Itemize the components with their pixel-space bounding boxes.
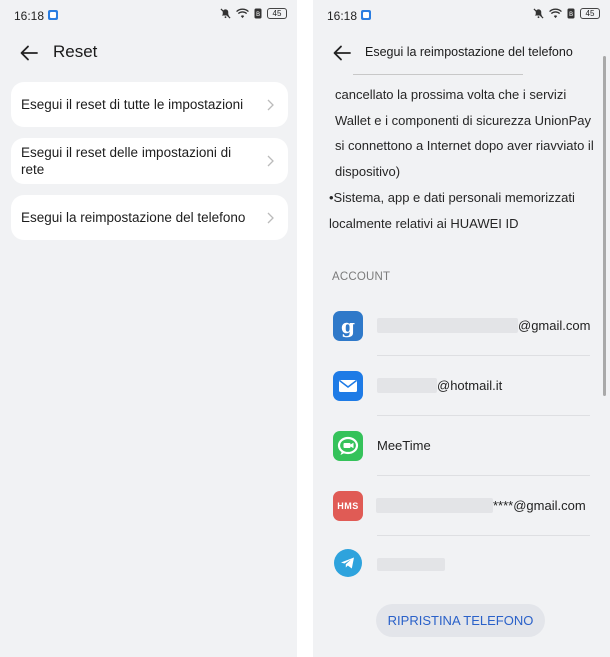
notification-app-icon	[48, 10, 58, 20]
status-time: 16:18	[327, 9, 358, 23]
reset-phone-label: Esegui la reimpostazione del telefono	[21, 210, 246, 225]
scroll-content[interactable]	[313, 72, 610, 657]
reset-all-settings-label: Esegui il reset di tutte le impostazioni	[21, 97, 244, 112]
signal-badge-icon	[254, 8, 262, 19]
status-bar	[0, 0, 297, 30]
reset-network-settings-label: Esegui il reset delle impostazioni di rete	[21, 145, 232, 177]
reset-network-settings-item[interactable]	[11, 138, 288, 184]
redacted-account-name	[377, 378, 437, 393]
status-icons	[533, 8, 600, 19]
svg-text:B: B	[568, 11, 574, 18]
account-row-google	[313, 296, 610, 356]
telegram-icon	[334, 549, 362, 577]
reset-all-settings-item[interactable]	[11, 82, 288, 127]
status-time: 16:18	[14, 9, 45, 23]
reset-phone-button[interactable]: RIPRISTINA TELEFONO	[376, 604, 545, 637]
redacted-account-name	[377, 558, 445, 571]
chevron-right-icon	[267, 155, 274, 167]
chevron-right-icon	[267, 99, 274, 111]
svg-text:g: g	[341, 314, 355, 338]
page-title: Esegui la reimpostazione del telefono	[365, 45, 573, 59]
back-arrow-icon[interactable]	[331, 42, 353, 64]
reset-phone-item[interactable]	[11, 195, 288, 240]
account-row-meetime	[313, 416, 610, 476]
battery-icon: 45	[267, 8, 287, 19]
account-row-telegram	[313, 536, 610, 596]
status-icons	[220, 8, 287, 19]
account-email: @hotmail.it	[437, 378, 503, 393]
screen-divider	[297, 0, 313, 657]
status-bar	[313, 0, 610, 30]
hms-icon: HMS	[333, 491, 363, 521]
page-title: Reset	[53, 42, 98, 61]
erase-info-paragraph: cancellato la prossima volta che i servizi Wallet e i componenti di sicurezza UnionPay si connettono a Internet dopo aver riavviato il dispositivo)	[335, 87, 594, 179]
page-header	[0, 36, 297, 70]
reset-screen	[0, 0, 297, 657]
mail-icon	[333, 371, 363, 401]
account-email: ****@gmail.com	[493, 498, 586, 513]
account-email: @gmail.com	[518, 318, 591, 333]
meetime-icon	[333, 431, 363, 461]
redacted-account-name	[376, 498, 493, 513]
wifi-icon	[549, 8, 562, 19]
scrollbar[interactable]	[603, 56, 606, 396]
wifi-icon	[236, 8, 249, 19]
page-header	[313, 36, 610, 70]
account-row-mail	[313, 356, 610, 416]
mute-icon	[533, 8, 544, 19]
redacted-account-name	[377, 318, 518, 333]
account-row-hms	[313, 476, 610, 536]
mute-icon	[220, 8, 231, 19]
cut-off-text-line	[353, 72, 563, 76]
account-name: MeeTime	[377, 438, 431, 453]
back-arrow-icon[interactable]	[18, 42, 40, 64]
notification-app-icon	[361, 10, 371, 20]
chevron-right-icon	[267, 212, 274, 224]
battery-icon: 45	[580, 8, 600, 19]
google-icon	[333, 311, 363, 341]
reset-phone-screen	[313, 0, 610, 657]
signal-badge-icon	[567, 8, 575, 19]
svg-text:B: B	[255, 11, 261, 18]
account-section-label: ACCOUNT	[332, 271, 391, 283]
erase-info-bullet: •Sistema, app e dati personali memorizzati localmente relativi ai HUAWEI ID	[329, 190, 575, 231]
